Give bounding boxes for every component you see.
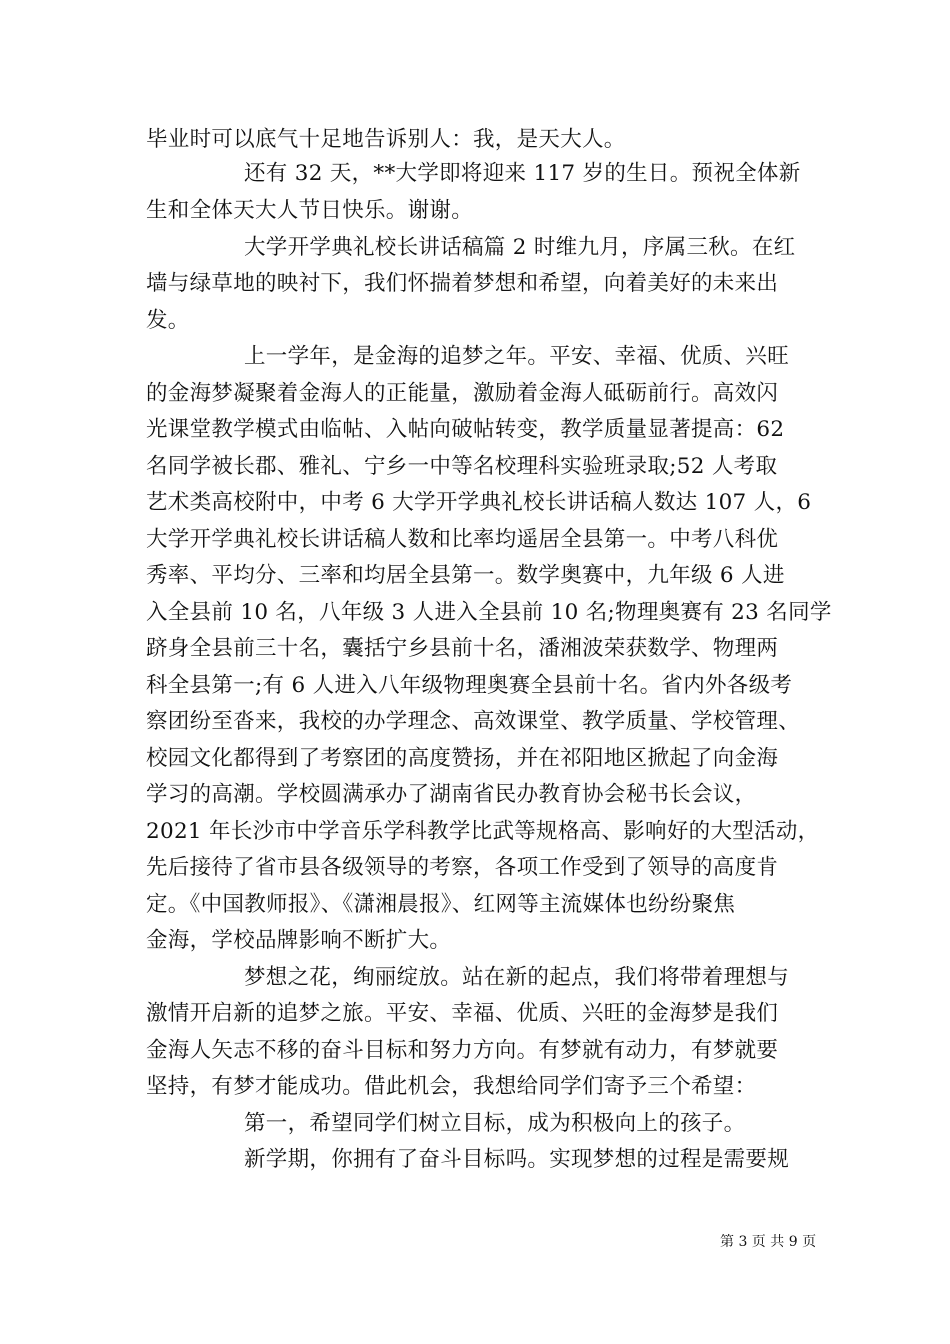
text-line: 学习的高潮。学校圆满承办了湖南省民办教育协会秘书长会议，: [146, 782, 757, 807]
text-line: 坚持，有梦才能成功。借此机会，我想给同学们寄予三个希望：: [146, 1074, 757, 1099]
text-line: 第一，希望同学们树立目标，成为积极向上的孩子。: [244, 1111, 746, 1136]
text-line: 科全县第一;有 6 人进入八年级物理奥赛全县前十名。省内外各级考: [146, 673, 793, 698]
text-line: 定。《中国教师报》、《潇湘晨报》、红网等主流媒体也纷纷聚焦: [146, 892, 736, 917]
page-number: 第 3 页 共 9 页: [720, 1234, 817, 1250]
text-line: 校园文化都得到了考察团的高度赞扬，并在祁阳地区掀起了向金海: [146, 746, 779, 771]
text-line: 上一学年，是金海的追梦之年。平安、幸福、优质、兴旺: [244, 344, 790, 369]
text-line: 秀率、平均分、三率和均居全县第一。数学奥赛中，九年级 6 人进: [146, 563, 785, 588]
text-line: 生和全体天大人节日快乐。谢谢。: [146, 198, 474, 223]
text-line: 2021 年长沙市中学音乐学科教学比武等规格高、影响好的大型活动，: [146, 819, 820, 844]
text-line: 墙与绿草地的映衬下，我们怀揣着梦想和希望，向着美好的未来出: [146, 271, 779, 296]
text-line: 梦想之花，绚丽绽放。站在新的起点，我们将带着理想与: [244, 965, 790, 990]
text-line: 艺术类高校附中，中考 6 大学开学典礼校长讲话稿人数达 107 人，6: [146, 490, 812, 515]
text-line: 名同学被长郡、雅礼、宁乡一中等名校理科实验班录取;52 人考取: [146, 454, 778, 479]
text-line: 大学开学典礼校长讲话稿篇 2 时维九月，序属三秋。在红: [244, 235, 796, 260]
text-line: 光课堂教学模式由临帖、入帖向破帖转变，教学质量显著提高：62: [146, 417, 785, 442]
text-line: 入全县前 10 名，八年级 3 人进入全县前 10 名;物理奥赛有 23 名同学: [146, 600, 832, 625]
text-line: 察团纷至沓来，我校的办学理念、高效课堂、教学质量、学校管理、: [146, 709, 801, 734]
text-line: 先后接待了省市县各级领导的考察，各项工作受到了领导的高度肯: [146, 855, 779, 880]
text-line: 跻身全县前三十名，囊括宁乡县前十名，潘湘波荣获数学、物理两: [146, 636, 779, 661]
text-line: 金海人矢志不移的奋斗目标和努力方向。有梦就有动力，有梦就要: [146, 1038, 779, 1063]
text-line: 新学期，你拥有了奋斗目标吗。实现梦想的过程是需要规: [244, 1147, 790, 1172]
text-line: 激情开启新的追梦之旅。平安、幸福、优质、兴旺的金海梦是我们: [146, 1001, 779, 1026]
text-line: 大学开学典礼校长讲话稿人数和比率均遥居全县第一。中考八科优: [146, 527, 779, 552]
text-line: 发。: [146, 308, 190, 333]
text-line: 金海，学校品牌影响不断扩大。: [146, 928, 452, 953]
text-line: 的金海梦凝聚着金海人的正能量，激励着金海人砥砺前行。高效闪: [146, 381, 779, 406]
text-line: 毕业时可以底气十足地告诉别人：我，是天大人。: [146, 127, 626, 152]
text-line: 还有 32 天，**大学即将迎来 117 岁的生日。预祝全体新: [244, 161, 801, 186]
